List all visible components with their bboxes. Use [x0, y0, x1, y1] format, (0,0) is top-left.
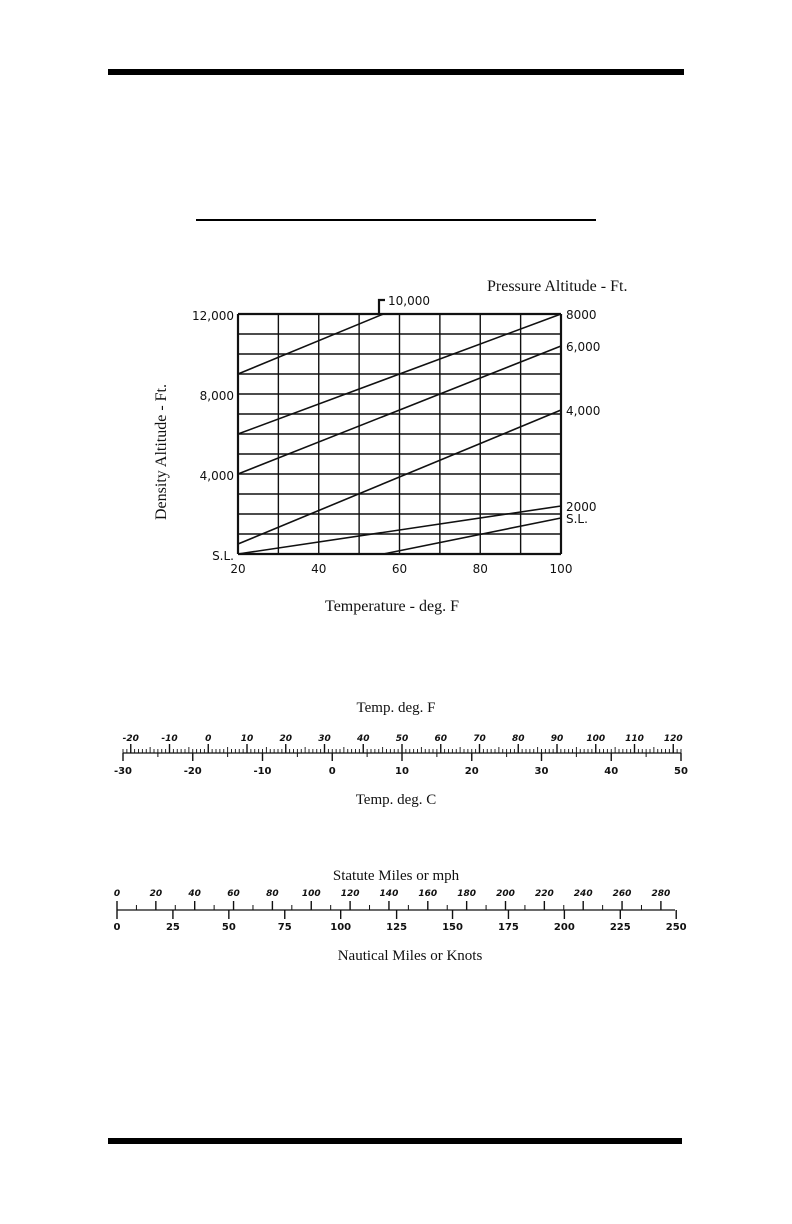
statute-label: 220	[534, 889, 554, 899]
y-tick-label: S.L.	[212, 549, 234, 563]
statute-label: Statute Miles or mph	[332, 868, 460, 884]
y-tick-labels	[192, 309, 234, 563]
celsius-label: 10	[395, 766, 409, 777]
knots-tick-labels	[114, 922, 687, 933]
knots-label: 50	[221, 922, 236, 933]
statute-label: 160	[418, 889, 438, 899]
series-label-10000: 10,000	[388, 294, 430, 308]
ten-thousand-leader	[379, 300, 385, 314]
fahrenheit-label: 90	[550, 734, 564, 744]
knots-label: Nautical Miles or Knots	[337, 948, 483, 964]
y-tick-label: 12,000	[192, 309, 234, 323]
fahrenheit-label: 80	[511, 734, 525, 744]
y-axis-label: Density Altitude - Ft.	[153, 384, 170, 520]
x-tick-label: 20	[230, 562, 246, 576]
fahrenheit-label: 20	[279, 734, 293, 744]
celsius-tick-labels	[114, 766, 688, 777]
statute-label: 200	[496, 889, 515, 899]
statute-label: 80	[266, 889, 279, 899]
x-tick-label: 100	[549, 562, 573, 576]
knots-label: 75	[277, 922, 292, 933]
statute-label: 140	[379, 889, 399, 899]
fahrenheit-label: 110	[625, 734, 644, 744]
knots-label: 125	[386, 922, 408, 933]
statute-label: 280	[651, 889, 671, 899]
fahrenheit-label: 50	[395, 734, 409, 744]
grid	[238, 314, 561, 554]
celsius-ticks	[123, 753, 681, 761]
x-tick-labels	[230, 562, 572, 576]
knots-label: 100	[330, 922, 352, 933]
knots-label: 0	[113, 922, 121, 933]
x-tick-label: 60	[391, 562, 408, 576]
fahrenheit-ticks	[123, 744, 681, 753]
statute-tick-labels	[114, 889, 670, 899]
statute-label: 40	[188, 889, 201, 899]
x-tick-label: 40	[311, 562, 327, 576]
celsius-label: -30	[113, 766, 133, 777]
statute-label: 240	[573, 889, 593, 899]
statute-label: 60	[227, 889, 240, 899]
fahrenheit-label: 70	[473, 734, 486, 744]
series-label-S.L.: S.L.	[566, 512, 588, 526]
knots-label: 250	[665, 922, 687, 933]
speed-scale	[114, 868, 687, 964]
celsius-label: 20	[464, 766, 479, 777]
x-tick-label: 80	[472, 562, 488, 576]
fahrenheit-label: 60	[434, 734, 448, 744]
x-axis-label: Temperature - deg. F	[325, 598, 459, 615]
statute-label: 260	[612, 889, 632, 899]
fahrenheit-label: 0	[205, 734, 212, 744]
temp-c-label: Temp. deg. C	[355, 792, 437, 808]
celsius-label: 40	[604, 766, 619, 777]
knots-label: 150	[442, 922, 463, 933]
knots-label: 200	[553, 922, 575, 933]
series-label-8000: 8000	[566, 308, 597, 322]
fahrenheit-label: 40	[356, 734, 370, 744]
statute-label: 20	[149, 889, 163, 899]
series-axis-label: Pressure Altitude - Ft.	[487, 278, 628, 295]
statute-label: 100	[301, 889, 321, 899]
fahrenheit-label: 100	[586, 734, 606, 744]
fahrenheit-tick-labels	[123, 734, 683, 744]
celsius-label: 50	[674, 766, 688, 777]
series-labels	[388, 294, 600, 526]
y-tick-label: 4,000	[199, 469, 234, 483]
temp-f-label: Temp. deg. F	[356, 700, 436, 716]
knots-label: 25	[165, 922, 180, 933]
celsius-label: -20	[183, 766, 202, 777]
knots-label: 175	[498, 922, 519, 933]
temperature-scale	[114, 700, 688, 808]
fahrenheit-label: -10	[161, 734, 178, 744]
statute-label: 120	[340, 889, 360, 899]
statute-label: 0	[113, 889, 121, 899]
series-label-6000: 6,000	[566, 340, 601, 354]
density-altitude-chart	[153, 278, 627, 615]
celsius-label: 30	[534, 766, 549, 777]
pressure-line-10000	[238, 314, 383, 374]
knots-label: 225	[609, 922, 631, 933]
fahrenheit-label: 30	[318, 734, 331, 744]
fahrenheit-label: -20	[122, 734, 139, 744]
pressure-line-S.L.	[383, 518, 561, 554]
series-label-4000: 4,000	[566, 404, 601, 418]
statute-label: 180	[457, 889, 477, 899]
celsius-label: 0	[328, 766, 336, 777]
fahrenheit-label: 120	[663, 734, 683, 744]
series-label-2000: 2000	[566, 500, 597, 514]
statute-ticks	[117, 901, 661, 910]
y-tick-label: 8,000	[199, 389, 234, 403]
fahrenheit-label: 10	[240, 734, 254, 744]
knots-ticks	[117, 910, 676, 919]
celsius-label: -10	[253, 766, 272, 777]
